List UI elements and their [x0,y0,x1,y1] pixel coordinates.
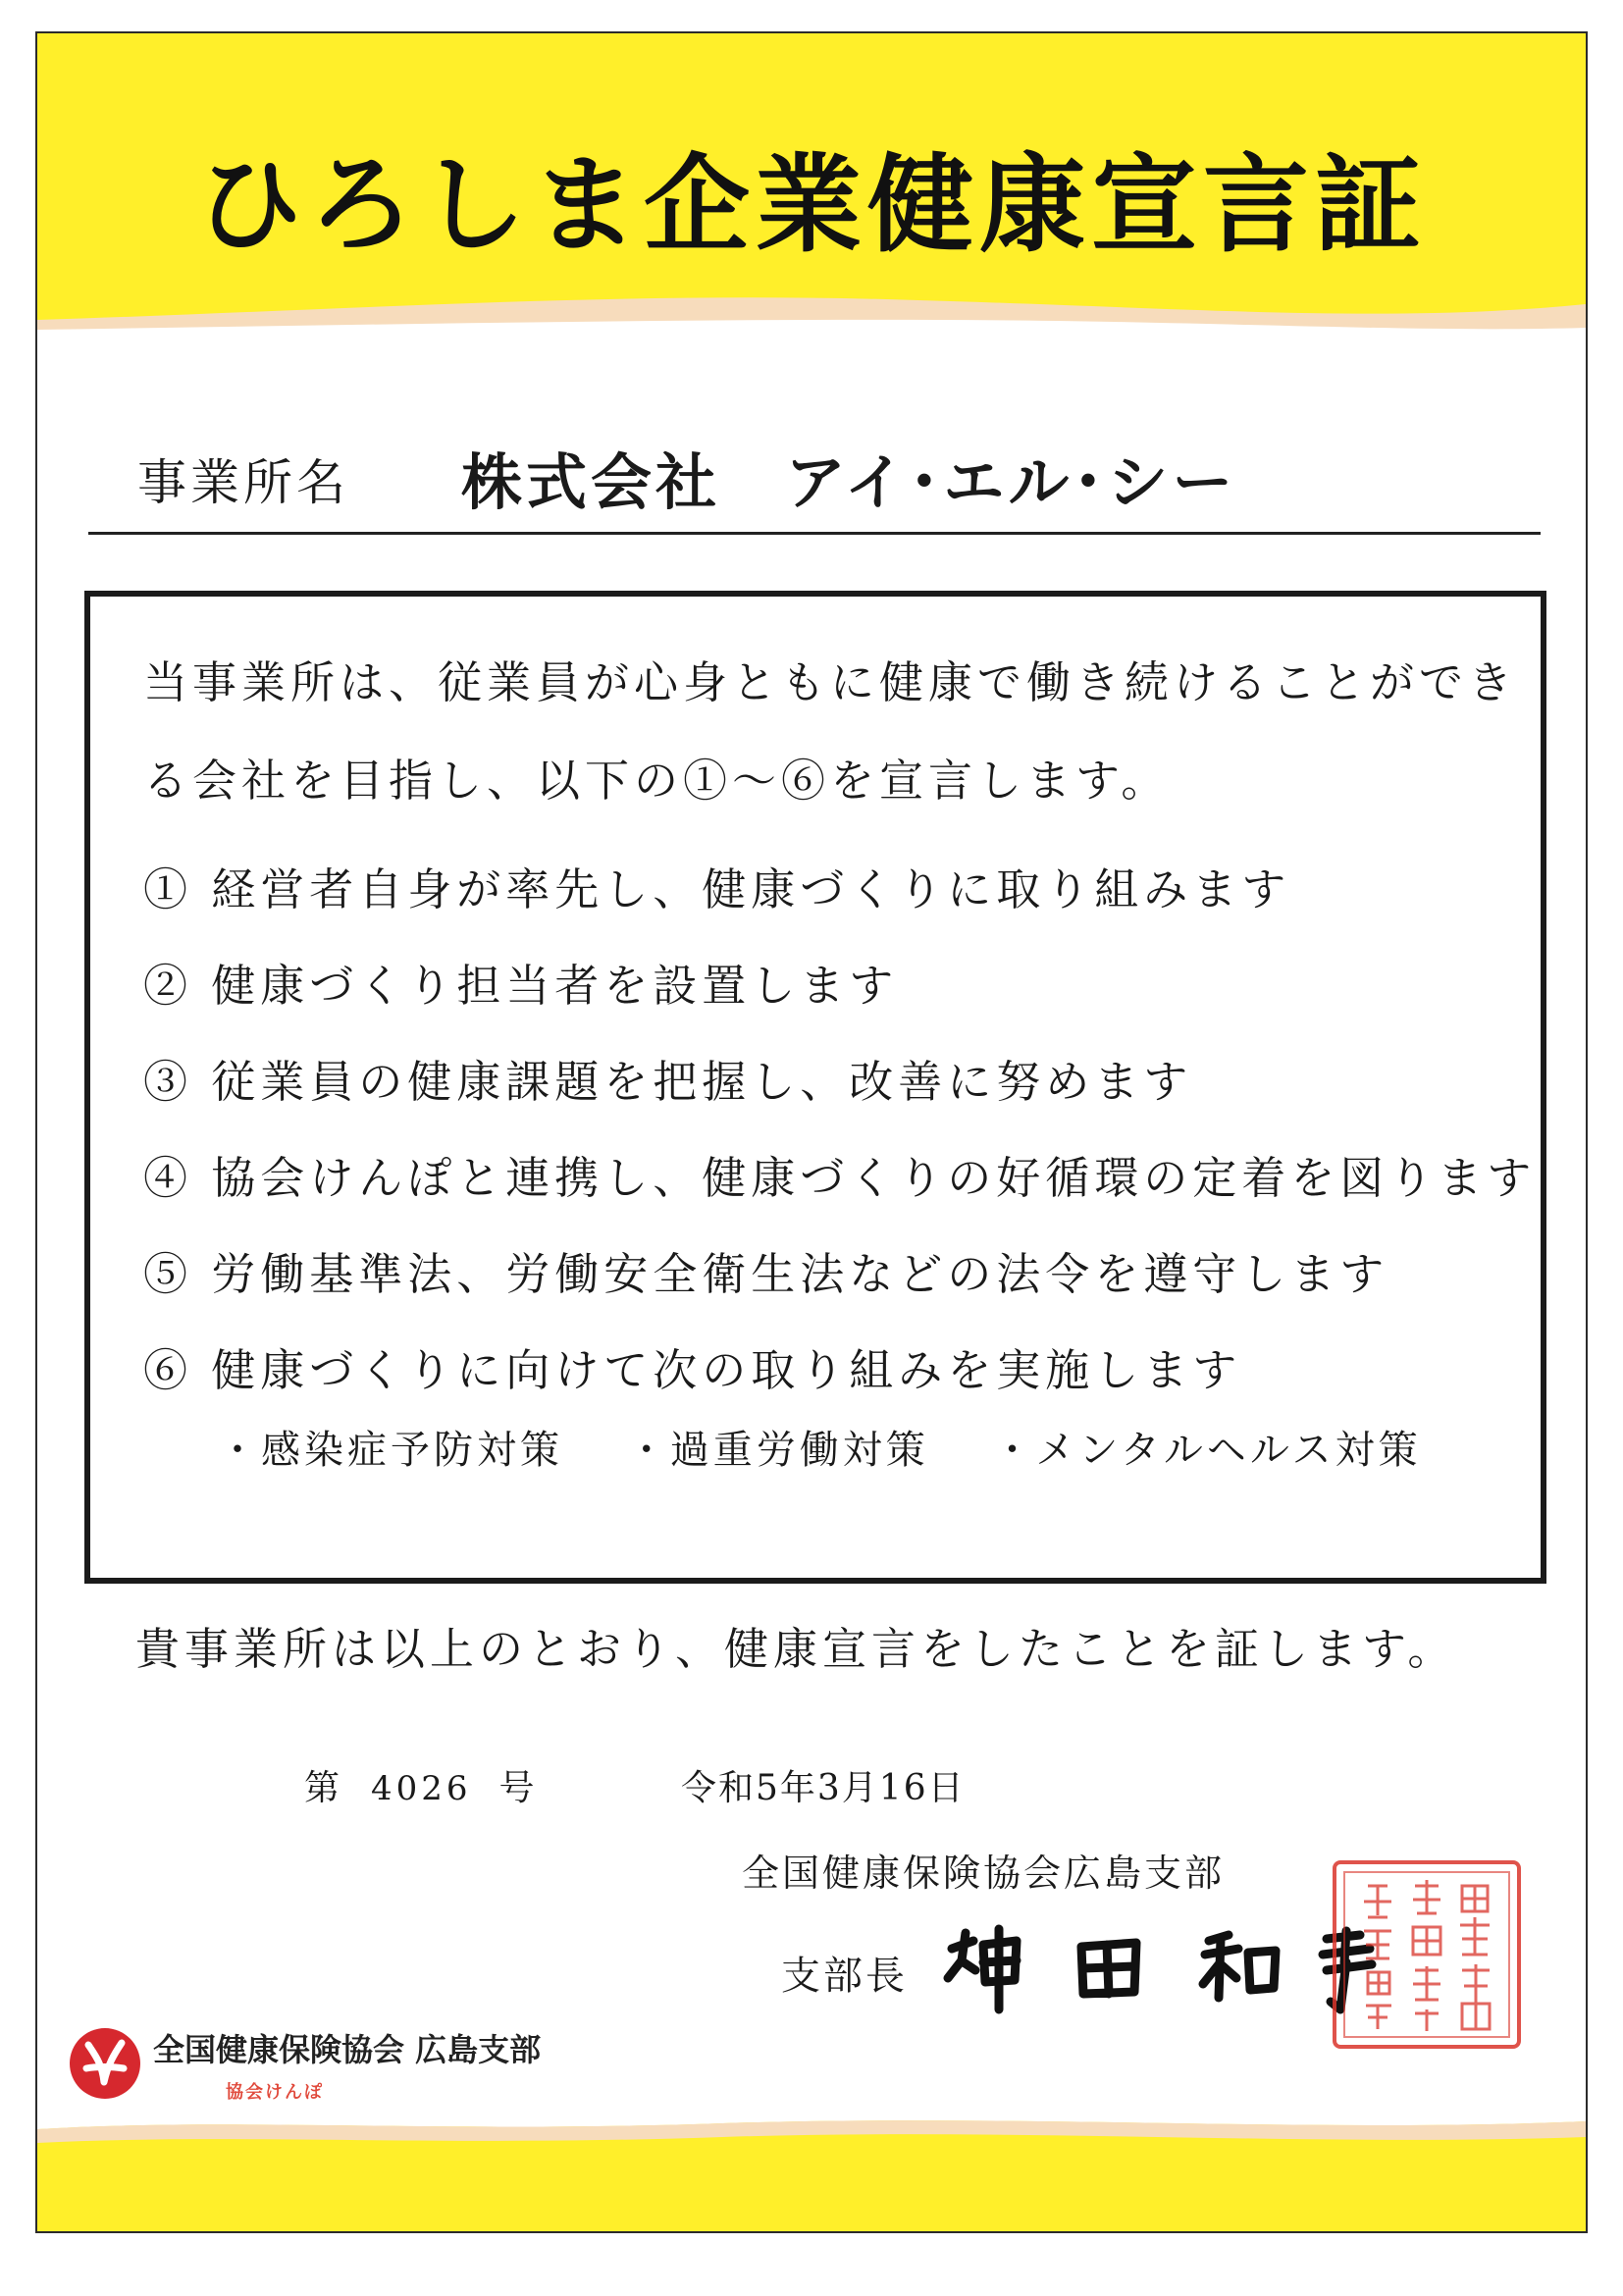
logo-name: 全国健康保険協会 広島支部 [153,2031,542,2068]
company-name: 株式会社 アイ･エル･シー [461,446,1237,518]
declaration-list [143,842,1536,1419]
number-suffix: 号 [498,1768,539,1808]
measures-list [218,1419,1469,1475]
certify-statement: 貴事業所は以上のとおり、健康宣言をしたことを証します。 [135,1623,1457,1675]
number-value: 4026 [371,1769,472,1808]
declaration-intro: 当事業所は、従業員が心身ともに健康で働き続けることができる会社を目指し、以下の①～⑥を宣言します。 [143,656,1518,807]
measure-item: ・メンタルヘルス対策 [992,1428,1422,1473]
declaration-box [84,591,1546,1584]
declaration-item: ① 経営者自身が率先し、健康づくりに取り組みます [143,863,1291,915]
logo-subtitle: 協会けんぽ [226,2082,324,2103]
company-row [88,426,1541,534]
official-seal [1329,1856,1525,2053]
declaration-item: ④ 協会けんぽと連携し、健康づくりの好循環の定着を図ります [143,1152,1537,1204]
signature-row [781,1923,1409,2021]
declaration-item: ⑥ 健康づくりに向けて次の取り組みを実施します [143,1344,1242,1396]
handwritten-signature [934,1919,1395,2017]
company-underline [88,532,1541,535]
number-prefix: 第 [304,1768,344,1808]
signatory-title: 支部長 [781,1954,908,1999]
declaration-item: ⑤ 労働基準法、労働安全衛生法などの法令を遵守します [143,1248,1389,1300]
kyokai-kenpo-logo-icon [67,2025,143,2102]
measure-item: ・感染症予防対策 [218,1428,563,1473]
certificate-frame [35,31,1588,2233]
measure-item: ・過重労働対策 [626,1428,929,1473]
certificate-title: ひろしま企業健康宣言証 [195,143,1427,267]
bottom-yellow-band [37,2104,1586,2231]
company-label: 事業所名 [137,454,349,511]
issuer-organization: 全国健康保険協会広島支部 [742,1852,1226,1895]
declaration-item: ③ 従業員の健康課題を把握し、改善に努めます [143,1056,1193,1108]
declaration-item: ② 健康づくり担当者を設置します [143,960,899,1012]
certificate-date: 令和5年3月16日 [681,1768,966,1808]
certificate-number [304,1760,539,1810]
